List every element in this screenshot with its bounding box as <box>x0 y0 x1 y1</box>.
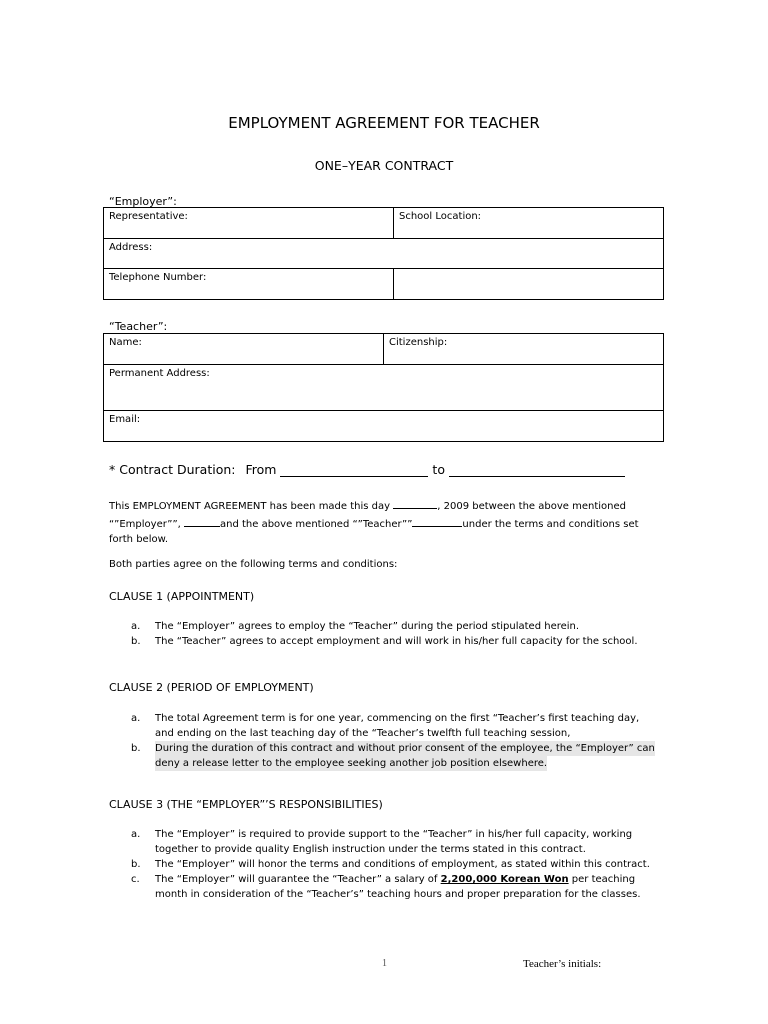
employer-table <box>103 207 664 300</box>
salary-amount: 2,200,000 Korean Won <box>440 874 569 885</box>
clause-3-item-c-line-1b: per teaching <box>571 874 636 885</box>
document-subtitle: ONE–YEAR CONTRACT <box>314 158 454 173</box>
intro-text-3: “”Employer””, <box>109 518 181 530</box>
clause-2-item-a-text <box>155 711 655 741</box>
clause-3-item-a-text <box>155 827 655 857</box>
clause-3-item-c-line-2: month in consideration of the “Teacher’s” teaching hours and proper preparation for the classes. <box>155 889 641 900</box>
name-field[interactable] <box>104 334 384 365</box>
teacher-label: “Teacher”: <box>109 320 168 333</box>
clause-1-item-a <box>131 619 661 634</box>
citizenship-field[interactable] <box>384 334 664 365</box>
intro-text-6: forth below. <box>109 534 169 545</box>
employer-blank[interactable] <box>184 515 220 527</box>
duration-from-blank[interactable] <box>280 463 428 477</box>
clause-2-item-a-line-2: and ending on the last teaching day of the “Teacher’s twelfth full teaching session, <box>155 728 571 739</box>
teacher-table <box>103 333 664 442</box>
representative-label: Representative: <box>109 211 188 222</box>
citizenship-label: Citizenship: <box>389 337 448 348</box>
employer-label: “Employer”: <box>109 195 177 208</box>
school-location-field[interactable] <box>394 208 664 239</box>
clause-3-item-a-line-1: The “Employer” is required to provide support to the “Teacher” in his/her full capacity, working <box>155 829 633 840</box>
employer-address-label: Address: <box>109 242 153 253</box>
clause-2-item-a <box>131 711 661 741</box>
duration-from: From <box>245 462 277 477</box>
clause-1-item-a-text: The “Employer” agrees to employ the “Teacher” during the period stipulated herein. <box>155 621 580 632</box>
telephone-label: Telephone Number: <box>109 272 207 283</box>
name-label: Name: <box>109 337 142 348</box>
clause-2-item-b-line-1: During the duration of this contract and without prior consent of the employee, the “Employer” can <box>155 743 655 754</box>
list-marker: a. <box>131 621 141 632</box>
teacher-initials-label: Teacher’s initials: <box>523 958 602 970</box>
clause-2-item-b-text <box>155 741 655 771</box>
list-marker: b. <box>131 743 141 754</box>
contract-duration <box>109 462 625 477</box>
page-number: 1 <box>382 958 387 969</box>
clause-3-item-b <box>131 857 661 872</box>
clause-1-heading: CLAUSE 1 (APPOINTMENT) <box>109 590 255 603</box>
clause-3-item-a <box>131 827 661 857</box>
list-marker: a. <box>131 829 141 840</box>
email-label: Email: <box>109 414 141 425</box>
intro-text-5: under the terms and conditions set <box>462 518 639 530</box>
duration-to: to <box>432 462 445 477</box>
clause-2-heading: CLAUSE 2 (PERIOD OF EMPLOYMENT) <box>109 681 314 694</box>
document-title: EMPLOYMENT AGREEMENT FOR TEACHER <box>228 114 540 132</box>
email-field[interactable] <box>104 411 664 442</box>
telephone-field[interactable] <box>104 269 394 300</box>
agreement-statement: Both parties agree on the following terms and conditions: <box>109 559 398 570</box>
clause-2-item-a-line-1: The total Agreement term is for one year, commencing on the first “Teacher’s first teaching day, <box>155 713 640 724</box>
teacher-blank[interactable] <box>412 515 462 527</box>
duration-label: * Contract Duration: <box>109 462 236 477</box>
list-marker: b. <box>131 636 141 647</box>
school-location-label: School Location: <box>399 211 482 222</box>
permanent-address-label: Permanent Address: <box>109 368 210 379</box>
list-marker: c. <box>131 874 140 885</box>
clause-3-item-c-text <box>155 872 655 902</box>
intro-text-4: and the above mentioned “”Teacher”” <box>220 518 413 530</box>
day-blank[interactable] <box>393 497 437 509</box>
intro-paragraph <box>109 497 649 548</box>
clause-2-item-b-line-2: deny a release letter to the employee seeking another job position elsewhere. <box>155 758 548 769</box>
clause-1-item-b-text: The “Teacher” agrees to accept employment and will work in his/her full capacity for the school. <box>155 636 638 647</box>
permanent-address-field[interactable] <box>104 365 664 411</box>
duration-to-blank[interactable] <box>449 463 625 477</box>
clause-3-item-c-line-1a: The “Employer” will guarantee the “Teacher” a salary of <box>155 874 438 885</box>
representative-field[interactable] <box>104 208 394 239</box>
employer-address-field[interactable] <box>104 239 664 269</box>
clause-3-item-b-text: The “Employer” will honor the terms and conditions of employment, as stated within this contract. <box>155 859 650 870</box>
telephone-extra-field[interactable] <box>394 269 664 300</box>
clause-3-item-a-line-2: together to provide quality English instruction under the terms stated in this contract. <box>155 844 586 855</box>
intro-text-1: This EMPLOYMENT AGREEMENT has been made this day <box>109 501 391 512</box>
intro-text-2: , 2009 between the above mentioned <box>437 501 626 512</box>
clause-3-heading: CLAUSE 3 (THE “EMPLOYER”’S RESPONSIBILITIES) <box>109 798 383 811</box>
clause-3-item-c <box>131 872 661 902</box>
list-marker: a. <box>131 713 141 724</box>
list-marker: b. <box>131 859 141 870</box>
clause-2-item-b <box>131 741 661 771</box>
clause-1-item-b <box>131 634 661 649</box>
